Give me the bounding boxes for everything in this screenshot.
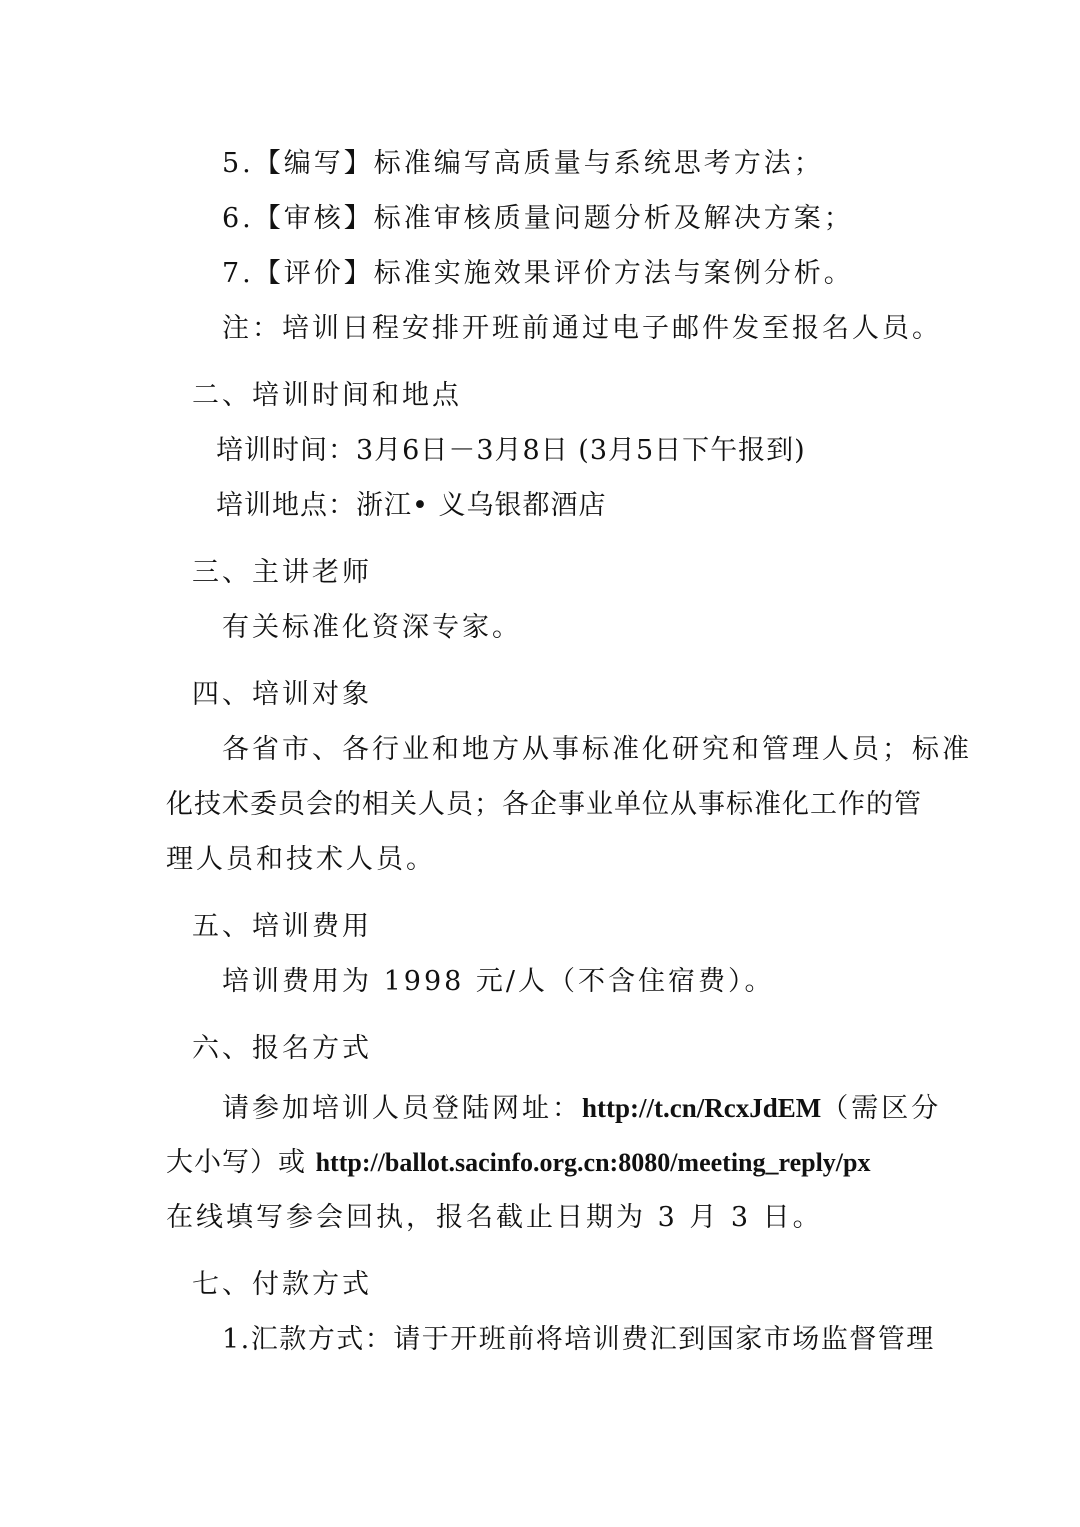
registration-line-1 (222, 1090, 941, 1127)
section-heading-time-place: 二、培训时间和地点 (192, 380, 462, 411)
section-heading-registration: 六、报名方式 (192, 1033, 372, 1064)
payment-line-1: 1.汇款方式：请于开班前将培训费汇到国家市场监督管理 (222, 1324, 935, 1355)
registration-full-link[interactable]: http://ballot.sacinfo.org.cn:8080/meeting_reply/px (315, 1148, 871, 1177)
registration-short-link[interactable]: http://t.cn/RcxJdEM (582, 1093, 822, 1123)
list-item-6: 6.【审核】标准审核质量问题分析及解决方案； (222, 203, 854, 234)
training-time: 培训时间：3月6日－3月8日 (3月5日下午报到) (216, 435, 806, 466)
fee-description: 培训费用为 1998 元/人（不含住宿费）。 (222, 966, 775, 997)
section-heading-audience: 四、培训对象 (192, 679, 372, 710)
registration-line-2 (166, 1145, 870, 1181)
list-item-7: 7.【评价】标准实施效果评价方法与案例分析。 (222, 258, 854, 289)
training-place: 培训地点：浙江• 义乌银都酒店 (216, 490, 607, 521)
section-heading-lecturer: 三、主讲老师 (192, 557, 372, 588)
audience-line-2: 化技术委员会的相关人员；各企事业单位从事标准化工作的管 (166, 789, 922, 820)
audience-line-3: 理人员和技术人员。 (166, 844, 436, 875)
registration-prefix: 请参加培训人员登陆网址： (222, 1093, 582, 1124)
section-heading-fee: 五、培训费用 (192, 911, 372, 942)
audience-line-1: 各省市、各行业和地方从事标准化研究和管理人员；标准 (222, 734, 972, 765)
section-heading-payment: 七、付款方式 (192, 1269, 372, 1300)
case-note-end: 大小写）或 (166, 1147, 316, 1178)
case-note: （需区分 (821, 1093, 942, 1124)
schedule-note: 注：培训日程安排开班前通过电子邮件发至报名人员。 (222, 313, 942, 344)
registration-line-3: 在线填写参会回执，报名截止日期为 3 月 3 日。 (166, 1202, 823, 1233)
list-item-5: 5.【编写】标准编写高质量与系统思考方法； (222, 148, 824, 179)
lecturer-description: 有关标准化资深专家。 (222, 612, 522, 643)
